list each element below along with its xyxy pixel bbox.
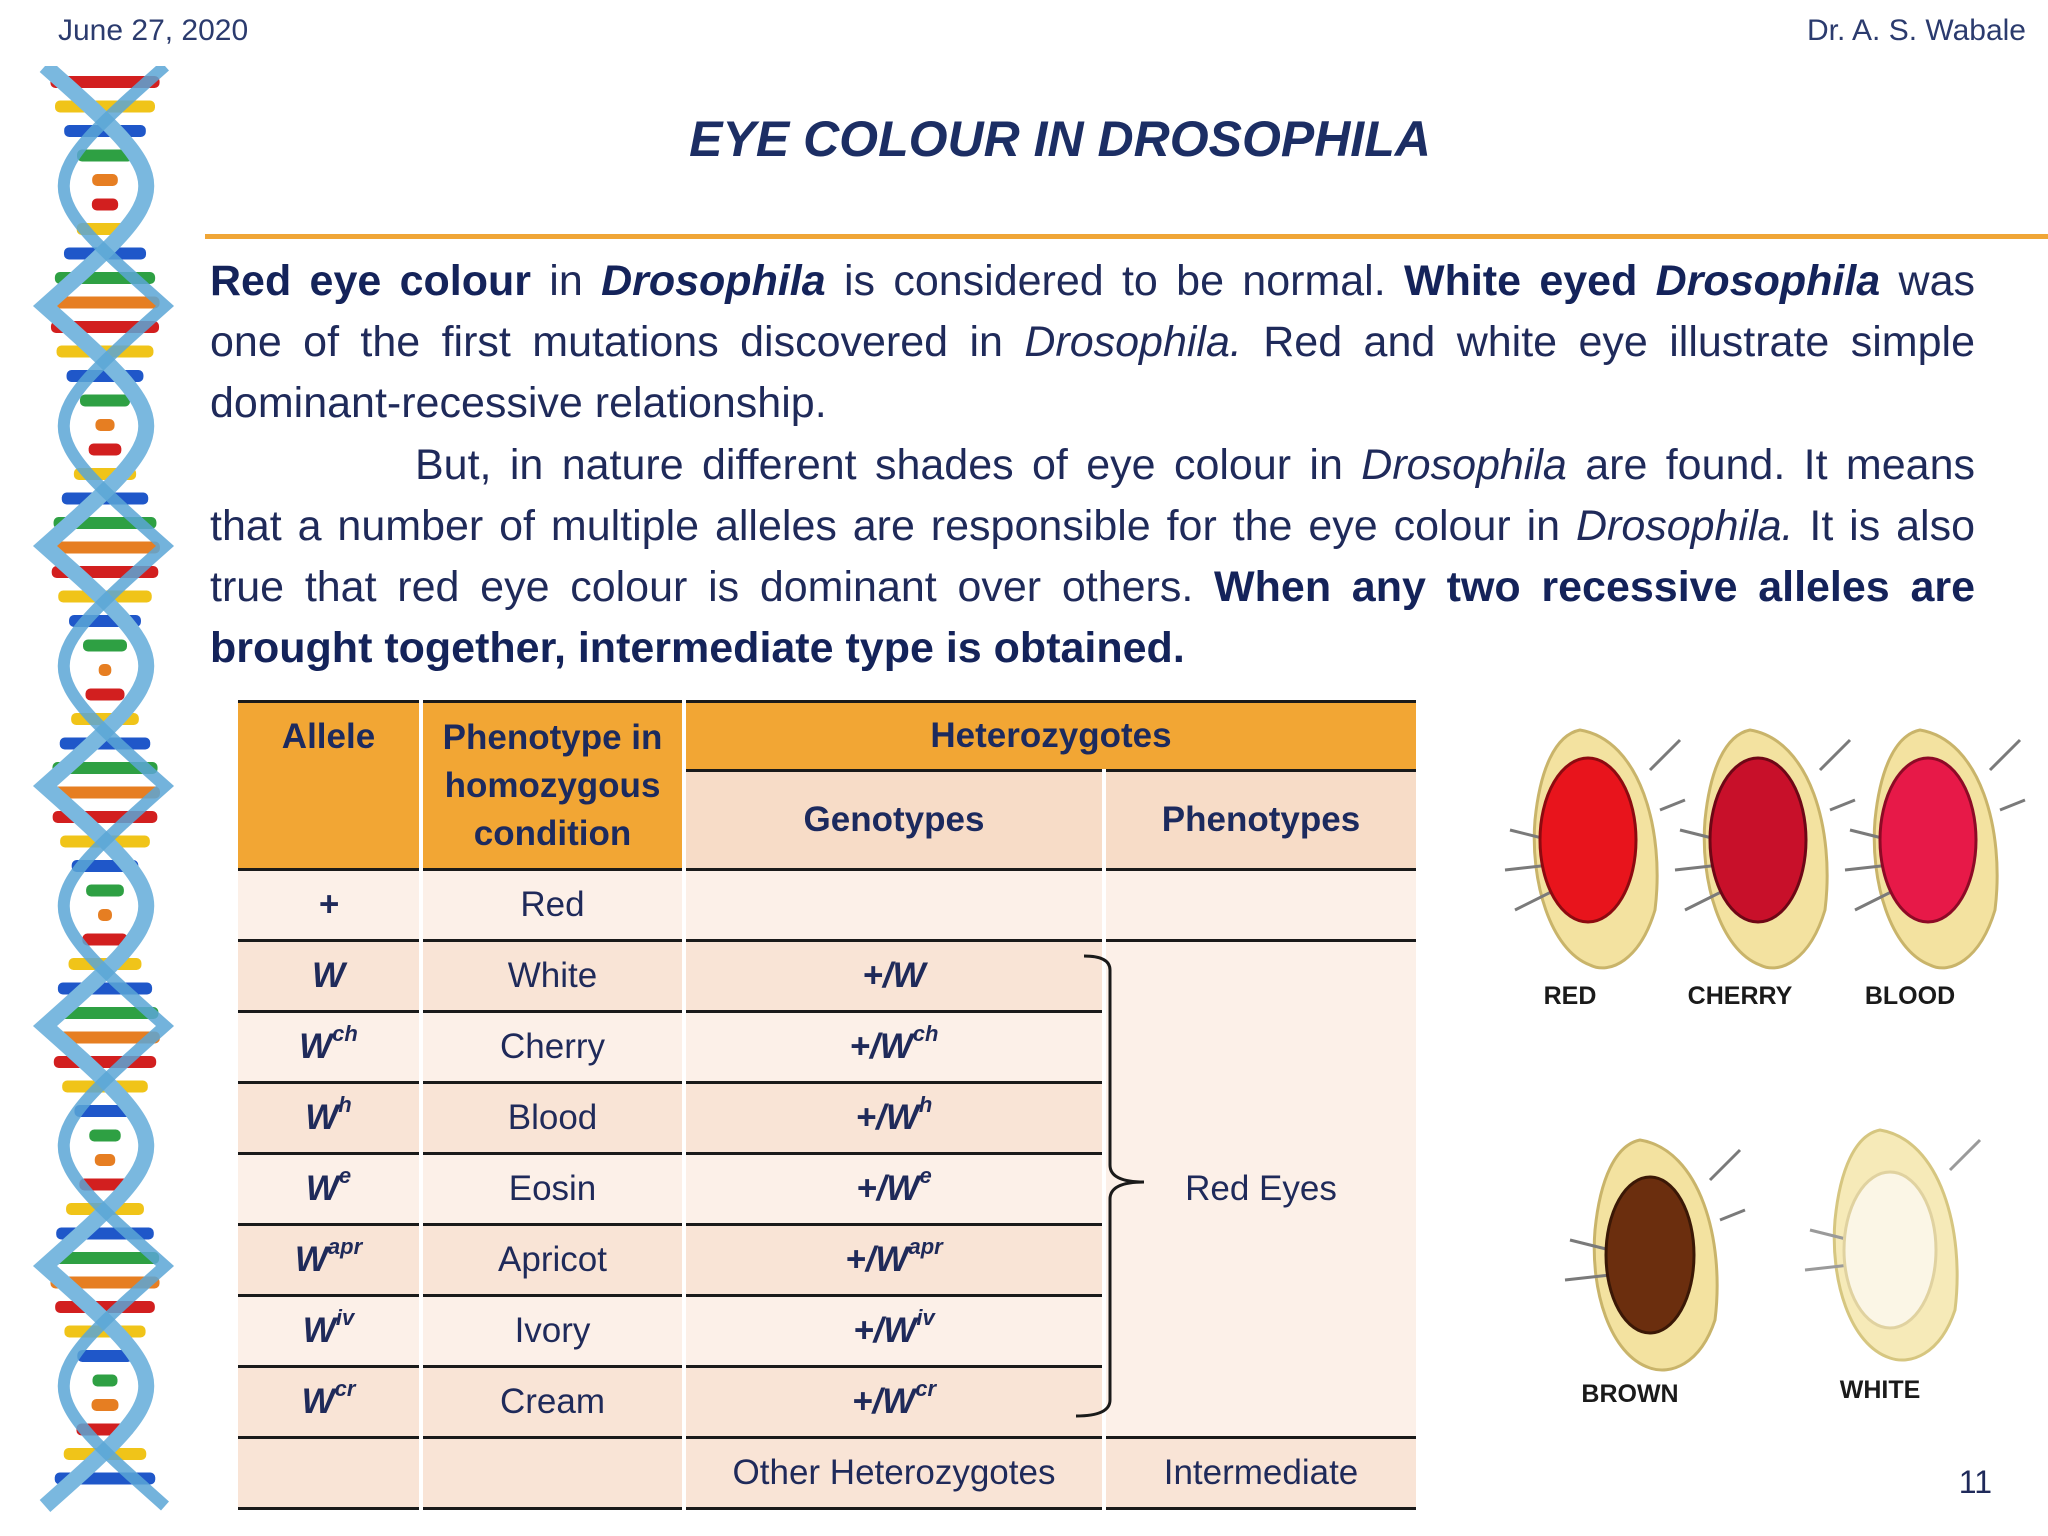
phenotype-cell-empty — [421, 1438, 684, 1509]
detail-paragraph: But, in nature different shades of eye colour in Drosophila are found. It means that a number of multiple alleles are responsible for the eye colour in Drosophila. It is also true that red eye colour is dominant over others. When any two recessive alleles are brought together, intermediate type is obtained. — [210, 441, 1976, 672]
helix-rung — [98, 909, 112, 921]
genotype-cell: $+/W^{cr}$ — [684, 1367, 1104, 1438]
phenotype-cell: Red — [421, 870, 684, 941]
header-allele: Allele — [238, 702, 421, 870]
table-row — [238, 941, 1416, 1012]
page-title: EYE COLOUR IN DROSOPHILA — [689, 111, 1431, 167]
fly-blood-icon — [1830, 710, 2030, 980]
helix-rung — [50, 542, 160, 554]
table-row-other — [238, 1438, 1416, 1509]
fly-label-cherry: CHERRY — [1687, 982, 1793, 1010]
phenotype-cell: Eosin — [421, 1154, 684, 1225]
header-genotypes: Genotypes — [684, 771, 1104, 870]
genotype-cell: $+/W^{iv}$ — [684, 1296, 1104, 1367]
allele-cell: + — [238, 870, 421, 941]
fly-label-blood: BLOOD — [1864, 982, 1956, 1010]
slide-date: June 27, 2020 — [58, 14, 249, 47]
allele-cell-empty — [238, 1438, 421, 1509]
allele-cell: W — [238, 941, 421, 1012]
phenotype-cell: Blood — [421, 1083, 684, 1154]
allele-cell: $W^h$ — [238, 1083, 421, 1154]
helix-rung — [95, 419, 114, 431]
phenotype-cell: Cream — [421, 1367, 684, 1438]
intermediate-phenotype-cell: Intermediate — [1104, 1438, 1416, 1509]
phenotype-cell: Ivory — [421, 1296, 684, 1367]
genotype-cell: +/W — [684, 941, 1104, 1012]
helix-rung — [93, 1375, 118, 1387]
intro-paragraph: Red eye colour in Drosophila is considered to be normal. White eyed Drosophila was one of the first mutations discovered in Drosophila. Red and white eye illustrate simple dominant-recessive relationship. — [210, 257, 1975, 427]
helix-rung — [92, 199, 118, 211]
helix-rung — [89, 444, 122, 456]
page-number: 11 — [1958, 1464, 1992, 1500]
allele-cell: $W^{cr}$ — [238, 1367, 421, 1438]
allele-table — [238, 700, 1416, 1510]
fly-white-icon — [1790, 1110, 1990, 1370]
genotype-cell: $+/W^e$ — [684, 1154, 1104, 1225]
table-row — [238, 870, 1416, 941]
header-phenotypes: Phenotypes — [1104, 771, 1416, 870]
allele-cell: $W^{iv}$ — [238, 1296, 421, 1367]
dna-helix-icon — [30, 66, 180, 1516]
helix-rung — [92, 174, 118, 186]
fly-label-brown: BROWN — [1581, 1380, 1679, 1408]
helix-rung — [85, 689, 124, 701]
fly-label-white: WHITE — [1839, 1376, 1921, 1404]
helix-rung — [95, 1154, 115, 1166]
genotype-cell — [684, 870, 1104, 941]
grouped-phenotype-cell: Red Eyes — [1104, 941, 1416, 1438]
helix-rung — [83, 640, 127, 652]
genotype-cell: $+/W^{ch}$ — [684, 1012, 1104, 1083]
header-heterozygotes: Heterozygotes — [684, 702, 1416, 771]
fly-brown-icon — [1550, 1120, 1750, 1380]
helix-rung — [80, 395, 130, 407]
genotype-cell: $+/W^h$ — [684, 1083, 1104, 1154]
heterozygote-phenotype-cell — [1104, 870, 1416, 941]
fly-label-red: RED — [1543, 982, 1597, 1010]
genotype-cell: $+/W^{apr}$ — [684, 1225, 1104, 1296]
allele-cell: $W^{apr}$ — [238, 1225, 421, 1296]
helix-rung — [89, 1130, 120, 1142]
helix-rung — [92, 1399, 119, 1411]
grouping-brace — [1070, 950, 1150, 1420]
slide-author: Dr. A. S. Wabale — [1807, 14, 2026, 47]
title-divider — [205, 234, 2048, 239]
header-phenotype-homozygous: Phenotype in homozygous condition — [421, 702, 684, 870]
phenotype-cell: White — [421, 941, 684, 1012]
helix-rung — [99, 664, 112, 676]
allele-cell: $W^e$ — [238, 1154, 421, 1225]
other-genotype-cell: Other Heterozygotes — [684, 1438, 1104, 1509]
phenotype-cell: Apricot — [421, 1225, 684, 1296]
allele-cell: $W^{ch}$ — [238, 1012, 421, 1083]
phenotype-cell: Cherry — [421, 1012, 684, 1083]
helix-rung — [86, 885, 124, 897]
helix-rung — [50, 297, 159, 309]
